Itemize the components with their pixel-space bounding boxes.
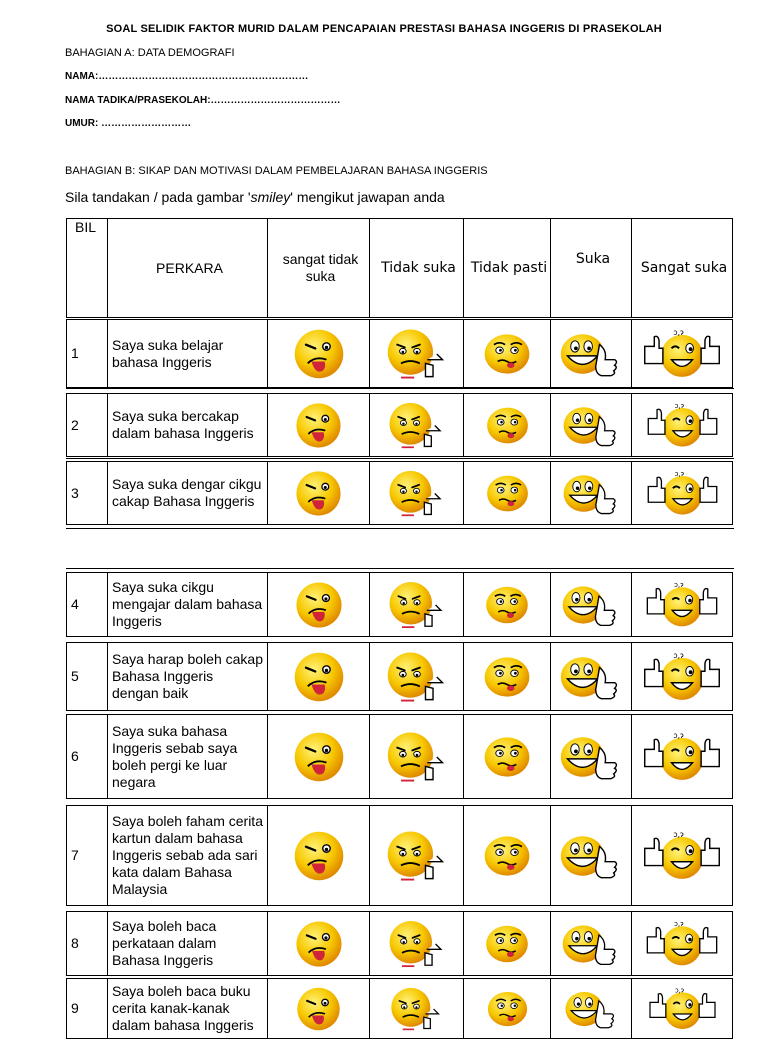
table-row <box>66 642 733 711</box>
tidak-pasti-smiley-icon <box>479 324 535 384</box>
table-row <box>66 978 733 1039</box>
row-perkara: Saya suka belajar bahasa Inggeris <box>108 320 268 388</box>
tidak-pasti-smiley-cell[interactable] <box>464 979 551 1039</box>
suka-smiley-icon <box>561 466 622 521</box>
sangat-suka-smiley-cell[interactable] <box>632 806 733 906</box>
row-bil: 8 <box>67 912 108 976</box>
suka-smiley-cell[interactable] <box>551 912 632 976</box>
suka-smiley-cell[interactable] <box>551 573 632 637</box>
table-divider <box>66 388 734 389</box>
row-bil: 7 <box>67 806 108 906</box>
header-tidak-suka: Tidak suka <box>370 219 464 318</box>
age-field[interactable]: UMUR: ……………………… <box>65 118 192 129</box>
suka-smiley-icon <box>558 727 624 787</box>
table-row <box>66 714 733 799</box>
table-row <box>66 319 733 388</box>
school-field[interactable]: NAMA TADIKA/PRASEKOLAH:………………………………… <box>65 95 341 106</box>
table-divider <box>66 568 734 569</box>
sangat-suka-smiley-cell[interactable] <box>632 979 733 1039</box>
tidak-suka-smiley-icon <box>386 466 447 521</box>
header-perkara: PERKARA <box>108 219 268 318</box>
tidak-pasti-smiley-icon <box>481 916 533 972</box>
sangat-suka-smiley-cell[interactable] <box>632 462 733 525</box>
header-sangat-tidak-suka: sangat tidak suka <box>268 219 370 318</box>
tidak-suka-smiley-cell[interactable] <box>370 715 464 799</box>
sangat-suka-smiley-icon <box>643 398 722 453</box>
tidak-suka-smiley-cell[interactable] <box>370 573 464 637</box>
tidak-suka-smiley-icon <box>384 826 450 886</box>
sangat-suka-smiley-icon <box>639 324 725 384</box>
sangat-tidak-suka-smiley-icon <box>291 324 347 384</box>
sangat-tidak-suka-smiley-icon <box>293 577 345 633</box>
sangat-suka-smiley-icon <box>645 983 720 1035</box>
suka-smiley-cell[interactable] <box>551 979 632 1039</box>
suka-smiley-cell[interactable] <box>551 462 632 525</box>
row-perkara: Saya suka cikgu mengajar dalam bahasa Inggeris <box>108 573 268 637</box>
suka-smiley-icon <box>558 647 624 707</box>
header-suka: Suka <box>551 219 632 318</box>
row-perkara: Saya boleh baca perkataan dalam Bahasa Inggeris <box>108 912 268 976</box>
tidak-pasti-smiley-icon <box>479 727 535 787</box>
suka-smiley-cell[interactable] <box>551 320 632 388</box>
tidak-suka-smiley-icon <box>386 916 448 972</box>
suka-smiley-icon <box>558 826 624 886</box>
row-bil: 6 <box>67 715 108 799</box>
tidak-suka-smiley-cell[interactable] <box>370 462 464 525</box>
suka-smiley-icon <box>558 324 624 384</box>
tidak-suka-smiley-cell[interactable] <box>370 643 464 711</box>
row-bil: 1 <box>67 320 108 388</box>
tidak-suka-smiley-cell[interactable] <box>370 979 464 1039</box>
tidak-suka-smiley-cell[interactable] <box>370 806 464 906</box>
table-row <box>66 393 733 457</box>
sangat-suka-smiley-cell[interactable] <box>632 643 733 711</box>
survey-header-table <box>66 218 733 318</box>
sangat-tidak-suka-smiley-cell[interactable] <box>268 715 370 799</box>
sangat-suka-smiley-cell[interactable] <box>632 912 733 976</box>
section-a-heading: BAHAGIAN A: DATA DEMOGRAFI <box>65 47 235 59</box>
tidak-pasti-smiley-cell[interactable] <box>464 643 551 711</box>
sangat-tidak-suka-smiley-icon <box>293 398 344 453</box>
row-bil: 2 <box>67 394 108 457</box>
row-bil: 9 <box>67 979 108 1039</box>
suka-smiley-cell[interactable] <box>551 806 632 906</box>
suka-smiley-cell[interactable] <box>551 394 632 457</box>
tidak-suka-smiley-icon <box>386 398 447 453</box>
tidak-pasti-smiley-cell[interactable] <box>464 912 551 976</box>
tidak-pasti-smiley-cell[interactable] <box>464 394 551 457</box>
row-perkara: Saya suka bahasa Inggeris sebab saya boleh pergi ke luar negara <box>108 715 268 799</box>
sangat-tidak-suka-smiley-cell[interactable] <box>268 573 370 637</box>
document-title: SOAL SELIDIK FAKTOR MURID DALAM PENCAPAIAN PRESTASI BAHASA INGGERIS DI PRASEKOLAH <box>106 23 662 35</box>
sangat-suka-smiley-cell[interactable] <box>632 394 733 457</box>
tidak-pasti-smiley-icon <box>482 466 533 521</box>
row-perkara: Saya suka dengar cikgu cakap Bahasa Inggeris <box>108 462 268 525</box>
sangat-tidak-suka-smiley-icon <box>293 916 345 972</box>
tidak-suka-smiley-icon <box>386 577 448 633</box>
tidak-suka-smiley-cell[interactable] <box>370 394 464 457</box>
sangat-suka-smiley-icon <box>642 577 722 633</box>
tidak-suka-smiley-icon <box>384 727 450 787</box>
suka-smiley-icon <box>561 398 622 453</box>
sangat-suka-smiley-icon <box>639 727 725 787</box>
table-row <box>66 911 733 976</box>
tidak-suka-smiley-cell[interactable] <box>370 320 464 388</box>
sangat-suka-smiley-cell[interactable] <box>632 715 733 799</box>
row-perkara: Saya harap boleh cakap Bahasa Inggeris dengan baik <box>108 643 268 711</box>
tidak-pasti-smiley-cell[interactable] <box>464 462 551 525</box>
header-bil: BIL <box>67 219 108 318</box>
header-sangat-suka: Sangat suka <box>632 219 733 318</box>
sangat-tidak-suka-smiley-cell[interactable] <box>268 806 370 906</box>
table-divider <box>66 528 734 529</box>
sangat-tidak-suka-smiley-cell[interactable] <box>268 394 370 457</box>
sangat-tidak-suka-smiley-icon <box>291 826 347 886</box>
suka-smiley-icon <box>563 983 620 1035</box>
tidak-pasti-smiley-cell[interactable] <box>464 320 551 388</box>
row-perkara: Saya boleh faham cerita kartun dalam bahasa Inggeris sebab ada sari kata dalam Bahasa Malaysia <box>108 806 268 906</box>
tidak-pasti-smiley-cell[interactable] <box>464 806 551 906</box>
suka-smiley-cell[interactable] <box>551 643 632 711</box>
tidak-suka-smiley-icon <box>384 647 450 707</box>
suka-smiley-cell[interactable] <box>551 715 632 799</box>
sangat-suka-smiley-icon <box>639 826 725 886</box>
table-row <box>66 461 733 525</box>
sangat-suka-smiley-cell[interactable] <box>632 320 733 388</box>
sangat-tidak-suka-smiley-cell[interactable] <box>268 643 370 711</box>
tidak-pasti-smiley-cell[interactable] <box>464 573 551 637</box>
section-b-heading: BAHAGIAN B: SIKAP DAN MOTIVASI DALAM PEMBELAJARAN BAHASA INGGERIS <box>65 165 488 177</box>
row-bil: 4 <box>67 573 108 637</box>
table-row <box>66 805 733 906</box>
name-field[interactable]: NAMA:……………………………………………………… <box>65 71 309 82</box>
tidak-suka-smiley-icon <box>388 983 445 1035</box>
tidak-pasti-smiley-icon <box>479 826 535 886</box>
suka-smiley-icon <box>560 916 622 972</box>
sangat-suka-smiley-cell[interactable] <box>632 573 733 637</box>
sangat-tidak-suka-smiley-cell[interactable] <box>268 979 370 1039</box>
row-bil: 3 <box>67 462 108 525</box>
tidak-suka-smiley-icon <box>384 324 450 384</box>
tidak-pasti-smiley-icon <box>481 577 533 633</box>
sangat-tidak-suka-smiley-cell[interactable] <box>268 320 370 388</box>
tidak-pasti-smiley-icon <box>482 398 533 453</box>
suka-smiley-icon <box>560 577 622 633</box>
sangat-suka-smiley-icon <box>643 466 722 521</box>
instruction-text: Sila tandakan / pada gambar 'smiley' mengikut jawapan anda <box>65 189 445 205</box>
sangat-suka-smiley-icon <box>642 916 722 972</box>
sangat-tidak-suka-smiley-icon <box>293 466 344 521</box>
sangat-tidak-suka-smiley-icon <box>291 647 347 707</box>
sangat-suka-smiley-icon <box>639 647 725 707</box>
row-perkara: Saya suka bercakap dalam bahasa Inggeris <box>108 394 268 457</box>
row-bil: 5 <box>67 643 108 711</box>
table-divider <box>66 458 734 459</box>
row-perkara: Saya boleh baca buku cerita kanak-kanak dalam bahasa Inggeris <box>108 979 268 1039</box>
tidak-pasti-smiley-icon <box>483 983 532 1035</box>
sangat-tidak-suka-smiley-icon <box>294 983 343 1035</box>
tidak-pasti-smiley-cell[interactable] <box>464 715 551 799</box>
header-tidak-pasti: Tidak pasti <box>464 219 551 318</box>
sangat-tidak-suka-smiley-cell[interactable] <box>268 912 370 976</box>
tidak-pasti-smiley-icon <box>479 647 535 707</box>
tidak-suka-smiley-cell[interactable] <box>370 912 464 976</box>
table-row <box>66 572 733 637</box>
sangat-tidak-suka-smiley-icon <box>291 727 347 787</box>
sangat-tidak-suka-smiley-cell[interactable] <box>268 462 370 525</box>
